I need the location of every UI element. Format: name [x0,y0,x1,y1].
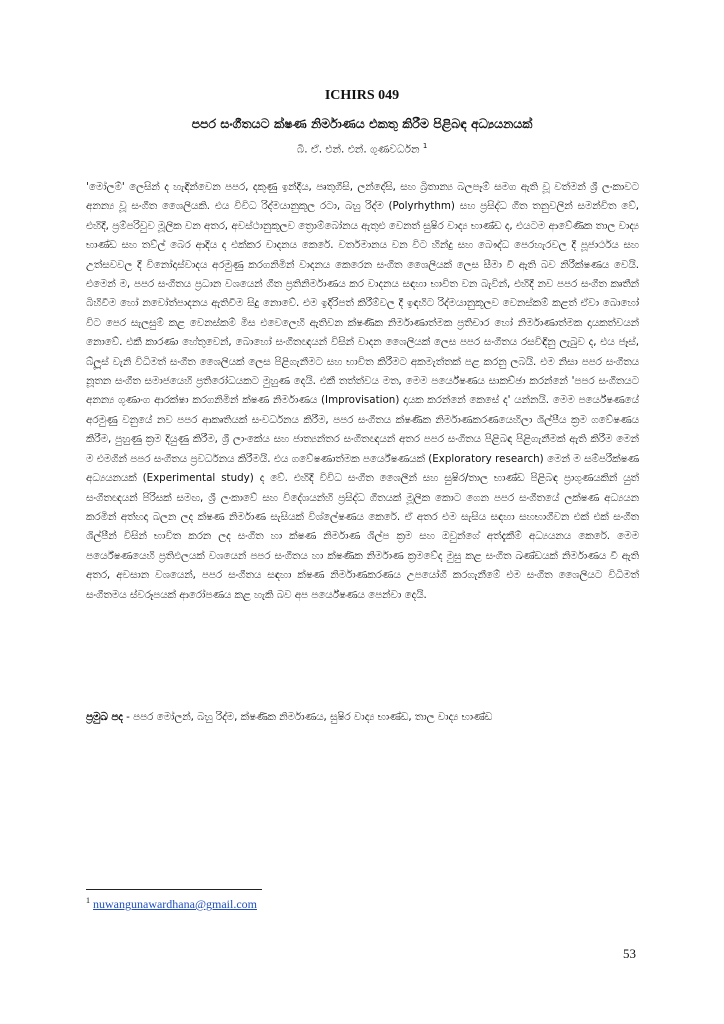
footnote [86,896,257,912]
keywords-text: පපර මෝලන්, බහු රිද්ම, ක්ෂණික නිර්මාණය, සුෂිර වාද්‍ය භාණ්ඩ, තාල වාද්‍ය භාණ්ඩ [133,711,493,723]
paper-code: ICHIRS 049 [324,88,400,103]
footnote-divider [86,889,262,890]
footnote-mark: 1 [86,896,90,905]
abstract-text: 'මෝලම්' ලෙසින් ද හැඳින්වෙන පපර, දකුණු ඉන්දීය, පෘතුගීසි, ලන්දේසි, සහ බ්‍රිතාන්‍ය බලපෑම් සමග ඇති වූ වත්මන් ශ්‍රී ලංකාවට අනන්‍ය වූ සංගීත ශෛලියකි. එය විවිධ රිද්මයානුකූල රටා, බහු රිද්ම (Polyrhythm) සහ ප්‍රසිද්ධ ගීත තනුවලින් සමන්විත වේ, එහිදී, ප්‍රම්පරිවුව මූලික වන අතර, අවස්ථානුකූලව ත්‍රොම්බෝනය ඇතුළු වෙනත් සුෂිර වාද්‍ය භාණ්ඩ ද, එයටම ආවේණික තාල වාද්‍ය භාණ්ඩ සහ තව්ල් බෙර ආදිය ද එක්කර වාදනය කෙරේ. වර්තමානය වන විට හින්දු සහ බෞද්ධ පෙරහැරවල දී පූජාර්ථය සහ උත්සවවල දී විනෝදාස්වාදය අරමුණු කරගනිමින් වාදනය කෙරෙන සංගීත ශෛලියක් ලෙස සීමා වී ඇති බව නිරීක්ෂණය වෙයි. එමෙන් ම, පපර සංගීතය ප්‍රධාන වශයෙන් ගීත ප්‍රතිනිර්මාණය කර වාදනය සඳහා භාවිත වන බැවින්, එහිදී නව පපර සංගීත කෘතීන් බිහිවීම හෝ නවෝත්පාදනය ඇතිවීම සිදු නොවේ. එම ඉදිරිපත් කිරීම්වල දී ඉඳහිට රිද්මයානුකූලව වෙනස්කම් කළත් ඒවා බොහෝ විට පෙර සැලසුම් කළ වෙනස්කම් මිස එවෙලෙහි ඇතිවන ක්ෂණික නිර්මාණාත්මක ප්‍රතිචාර හෝ නිර්මාණාත්මක දායකත්වයන් නොවේ. එකී කාරණා හේතුවෙන්, බොහෝ සංගීතඥයන් විසින් වාදන ශෛලියක් ලෙස පපර සංගීතය රසවිඳිනු ලැබුව ද, එය ජෑස්, බ්ලූස් වැනි විධිමත් සංගීත ශෛලියක් ලෙස පිළිගැනීමට සහ භාවිත කිරීමට අකමැත්තක් පළ කරනු ලබයි. එම නිසා පපර සංගීතය නූතන සංගීත සමාජයෙහි ප්‍රතිරෝධයකට මුහුණ දෙයි. එකී තත්ත්වය මත, මෙම පර්යේෂණය සාකච්ඡා කරන්නේ 'පපර සංගීතයට අනන්‍ය ගුණාංග ආරක්ෂා කරගනිමින් ක්ෂණ නිර්මාණය (Improvisation) දායක කරන්නේ කෙසේ ද' යන්නයි. මෙම පර්යේෂණයේ අරමුණු වනුයේ නව පපර ආකෘතියක් සංවර්ධනය කිරීම, පපර සංගීතය ක්ෂණික නිර්මාණකරණයෙහිලා ශිල්පීය ක්‍රම ගවේෂණය කිරීම, පුහුණු ක්‍රම දියුණු කිරීම, ශ්‍රී ලාංකේය සහ ජාත්‍යන්තර සංගීතඥයන් අතර පපර සංගීතය පිළිබඳ පිළිගැනීමක් ඇති කිරීම මෙන් ම එමගින් පපර සංගීතය ප්‍රවර්ධනය කිරීමයි. එය ගවේෂණාත්මක පර්යේෂණයක් (Exploratory research) මෙන් ම සම්පරීක්ෂණ අධ්‍යයනයක් (Experimental study) ද වේ. එහිදී විවිධ සංගීත ශෛලීන් සහ සුෂිර/තාල භාණ්ඩ පිළිබඳ ප්‍රාගුණයකින් යුත් සංගීතඥයන් පිරිසක් සමඟ, ශ්‍රී ලංකාවේ සහ විදේශයන්හි ප්‍රසිද්ධ ගීතයක් මූලික කොට ගෙන පපර සංගීතයේ ලක්ෂණ අධ්‍යයන කරමින් අත්හදා බලන ලද ක්ෂණ නිර්මාණ සැසියක් විශ්ලේෂණය කෙරේ. ඒ අතර එම සැසිය සඳහා සහභාගීවන එක් එක් සංගීත ශිල්පීන් විසින් භාවිත කරන ලද සංගීත හා ක්ෂණ නිර්මාණ ශිල්ප ක්‍රම සහ ඔවුන්ගේ අත්දැකීම් අධ්‍යයනය කෙරේ. මෙම පර්යේෂණයෙහි ප්‍රතිඵලයක් වශයෙන් පපර සංගීතය හා ක්ෂණික නිර්මාණ ක්‍රමවේද මුසු කළ සංගීත ඛණ්ඩයක් නිර්මාණය වී ඇති අතර, අවසාන වශයෙන්, පපර සංගීතය සඳහා ක්ෂණ නිර්මාණකරණය උපයෝගී කරගැනීමේ එම සංගීත ශෛලියට විධිමත් සංගීතමය ස්වරූපයක් ආරෝපණය කළ හැකි බව අප පර්යේෂණය පෙන්වා දෙයි. [86,181,639,601]
keywords-label: ප්‍රමුඛ පද [86,711,123,723]
keywords [86,708,639,726]
author-line [0,142,724,157]
author-footnote-mark: 1 [422,142,428,150]
author-name: බී. ඒ. එන්. එන්. ගුණවර්ධන [296,143,420,156]
paper-title: පපර සංගීතයට ක්ෂණ නිර්මාණය එකතු කිරීම පිළිබඳ අධ්‍යයනයක් [191,116,533,131]
author-email-link[interactable]: nuwangunawardhana@gmail.com [93,897,257,911]
keywords-separator: - [122,711,134,723]
page-number: 53 [623,946,636,961]
